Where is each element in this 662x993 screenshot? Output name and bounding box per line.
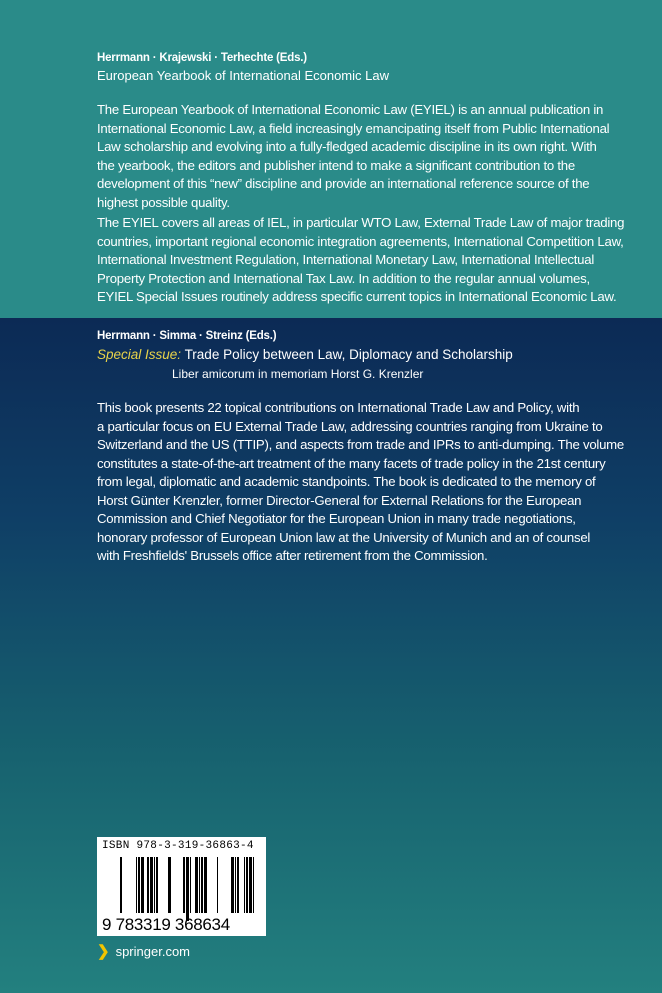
text-line: countries, important regional economic integration agreements, International Competition Law,	[97, 233, 624, 249]
text-line: Property Protection and International Tax Law. In addition to the regular annual volumes,	[97, 270, 590, 286]
text-line: The EYIEL covers all areas of IEL, in particular WTO Law, External Trade Law of major trading	[97, 215, 625, 230]
barcode-bar	[136, 857, 137, 913]
text-line: Law scholarship and evolving into a fully-fledged academic discipline in its own right. With	[97, 139, 597, 154]
barcode-bar	[249, 857, 252, 913]
text-line: International Investment Regulation, International Monetary Law, International Intellectual	[97, 252, 595, 267]
book-subtitle: Liber amicorum in memoriam Horst G. Krenzler	[172, 367, 424, 381]
text-line: constitutes a state-of-the-art treatment of the many facets of trade policy in the 21st century	[97, 455, 606, 471]
barcode-bar	[156, 857, 158, 913]
text-line: the yearbook, the editors and publisher intend to make a significant contribution to the	[97, 157, 575, 173]
barcode-bar	[237, 857, 239, 913]
barcode-bar	[244, 857, 245, 913]
text-line: EYIEL Special Issues routinely address specific current topics in International Economic Law.	[97, 289, 617, 304]
text-line: with Freshfields' Brussels office after retirement from the Commission.	[97, 548, 488, 563]
barcode-bar	[168, 857, 171, 913]
text-line: International Economic Law, a field increasingly emancipating itself from Public International	[97, 120, 610, 136]
barcode-bar	[235, 857, 236, 913]
series-paragraph-2	[97, 214, 624, 307]
barcode-digits: 9 783319 368634	[102, 915, 230, 934]
series-title: European Yearbook of International Economic Law	[97, 68, 389, 83]
text-line: This book presents 22 topical contributions on International Trade Law and Policy, with	[97, 400, 580, 415]
barcode-bar	[147, 857, 149, 913]
barcode-bar	[217, 857, 218, 913]
publisher-link[interactable]	[97, 942, 190, 960]
barcode-bar	[246, 857, 248, 913]
series-section	[0, 0, 662, 318]
isbn-barcode	[97, 837, 266, 936]
barcode-bar	[154, 857, 155, 913]
barcode-bar	[183, 857, 185, 913]
barcode-bar	[201, 857, 203, 913]
text-line: Commission and Chief Negotiator for the European Union in many trade negotiations,	[97, 511, 576, 526]
barcode-bar	[199, 857, 200, 913]
text-line: The European Yearbook of International Economic Law (EYIEL) is an annual publication in	[97, 102, 604, 117]
barcode-bar	[150, 857, 153, 913]
text-line: honorary professor of European Union law at the University of Munich and an of counsel	[97, 529, 591, 545]
barcode-bar	[186, 857, 189, 921]
series-paragraph-1	[97, 101, 609, 212]
barcode-bar	[204, 857, 207, 913]
text-line: from legal, diplomatic and academic standpoints. The book is dedicated to the memory of	[97, 474, 596, 489]
book-editors: Herrmann · Simma · Streinz (Eds.)	[97, 330, 277, 342]
special-issue-label: Special Issue:	[97, 347, 182, 362]
barcode-bar	[231, 857, 234, 913]
barcode-bar	[120, 857, 122, 913]
isbn-text: ISBN 978-3-319-36863-4	[102, 840, 254, 852]
book-title-line	[97, 347, 513, 362]
text-line: highest possible quality.	[97, 194, 230, 210]
barcode-bars	[114, 857, 260, 921]
barcode-bar	[138, 857, 140, 913]
publisher-url: springer.com	[115, 943, 190, 959]
text-line: Horst Günter Krenzler, former Director-General for External Relations for the European	[97, 492, 582, 508]
chevron-right-icon: ❯	[97, 943, 110, 960]
series-editors: Herrmann · Krajewski · Terhechte (Eds.)	[97, 52, 307, 64]
book-title: Trade Policy between Law, Diplomacy and Scholarship	[184, 347, 513, 362]
barcode-bar	[253, 857, 254, 913]
text-line: Switzerland and the US (TTIP), and aspects from trade and IPRs to anti-dumping. The volume	[97, 437, 624, 452]
barcode-bar	[190, 857, 191, 913]
barcode-bar	[141, 857, 144, 913]
barcode-bar	[195, 857, 198, 913]
text-line: a particular focus on EU External Trade Law, addressing countries ranging from Ukraine to	[97, 418, 603, 434]
text-line: development of this “new” discipline and provide an international reference source of the	[97, 176, 590, 191]
book-description	[97, 399, 624, 566]
